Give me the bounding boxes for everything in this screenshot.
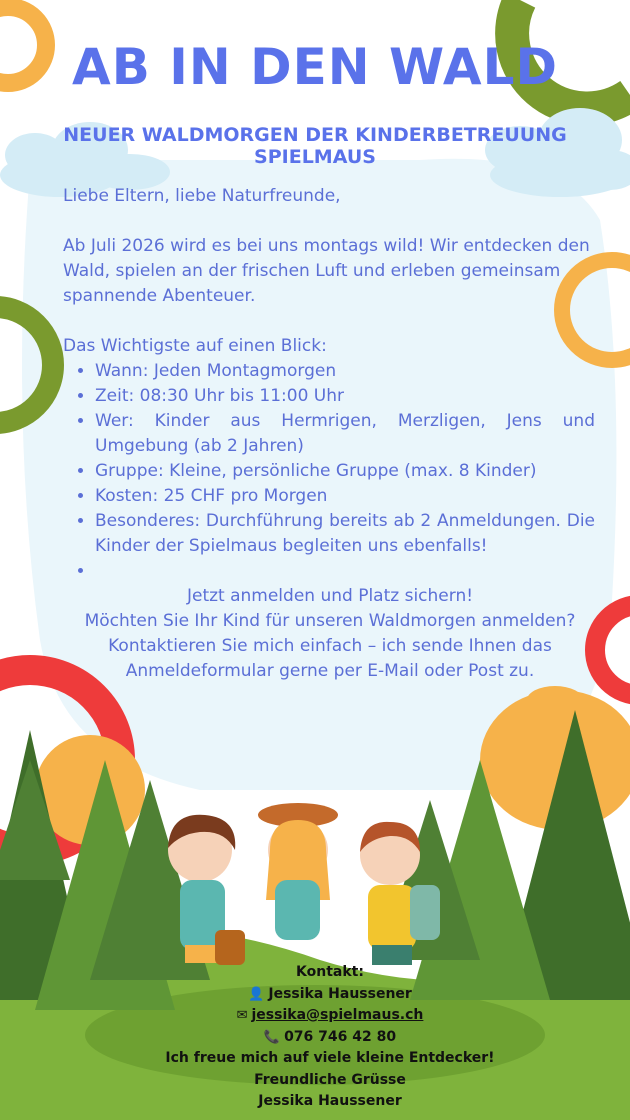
subtitle-line-1: NEUER WALDMORGEN DER KINDERBETREUUNG	[63, 124, 567, 146]
contact-name: Jessika Haussener	[268, 985, 412, 1002]
call-to-action	[50, 584, 610, 684]
list-item: • Kosten: 25 CHF pro Morgen	[95, 484, 595, 509]
cta-line: Anmeldeformular gerne per E-Mail oder Post zu.	[125, 661, 535, 681]
leaf-blob	[527, 686, 583, 714]
closing-line: Ich freue mich auf viele kleine Entdecker!	[165, 1050, 495, 1066]
letter-body	[63, 184, 595, 584]
signature: Jessika Haussener	[258, 1093, 402, 1109]
contact-email-row	[100, 1005, 560, 1027]
list-item-empty	[95, 559, 595, 584]
contact-phone-row	[100, 1027, 560, 1049]
email-link[interactable]: jessika@spielmaus.ch	[251, 1007, 424, 1023]
overview-heading: Das Wichtigste auf einen Blick:	[63, 336, 327, 356]
list-item: • Besonderes: Durchführung bereits ab 2 Anmeldungen. Die Kinder der Spielmaus begleiten uns ebenfalls!	[95, 509, 595, 559]
regards-line: Freundliche Grüsse	[254, 1071, 406, 1088]
cta-line: Möchten Sie Ihr Kind für unseren Waldmorgen anmelden?	[84, 611, 576, 631]
greeting: Liebe Eltern, liebe Naturfreunde,	[63, 186, 341, 206]
cta-line: Kontaktieren Sie mich einfach – ich sende Ihnen das	[108, 636, 552, 656]
contact-heading: Kontakt:	[296, 964, 364, 980]
overview-list	[63, 359, 595, 584]
flyer-title: AB IN DEN WALD	[72, 38, 558, 96]
child-middle	[258, 803, 338, 940]
contact-name-row	[100, 984, 560, 1006]
cta-line: Jetzt anmelden und Platz sichern!	[186, 586, 474, 606]
subtitle-line-2: SPIELMAUS	[254, 146, 376, 168]
phone-icon: 📞	[263, 1029, 281, 1045]
list-item: • Gruppe: Kleine, persönliche Gruppe (max. 8 Kinder)	[95, 459, 595, 484]
mail-icon: ✉	[236, 1008, 248, 1023]
contact-block	[100, 962, 560, 1113]
contact-phone: 076 746 42 80	[284, 1028, 397, 1045]
person-icon: 👤	[248, 986, 265, 1002]
flyer-subtitle	[30, 124, 600, 168]
list-item: • Zeit: 08:30 Uhr bis 11:00 Uhr	[95, 384, 595, 409]
list-item: • Wer: Kinder aus Hermrigen, Merzligen, Jens und Umgebung (ab 2 Jahren)	[95, 409, 595, 459]
intro-paragraph: Ab Juli 2026 wird es bei uns montags wild! Wir entdecken den Wald, spielen an der frischen Luft und erleben gemeinsam spannende Abenteuer.	[63, 236, 590, 306]
list-item: • Wann: Jeden Montagmorgen	[95, 359, 595, 384]
